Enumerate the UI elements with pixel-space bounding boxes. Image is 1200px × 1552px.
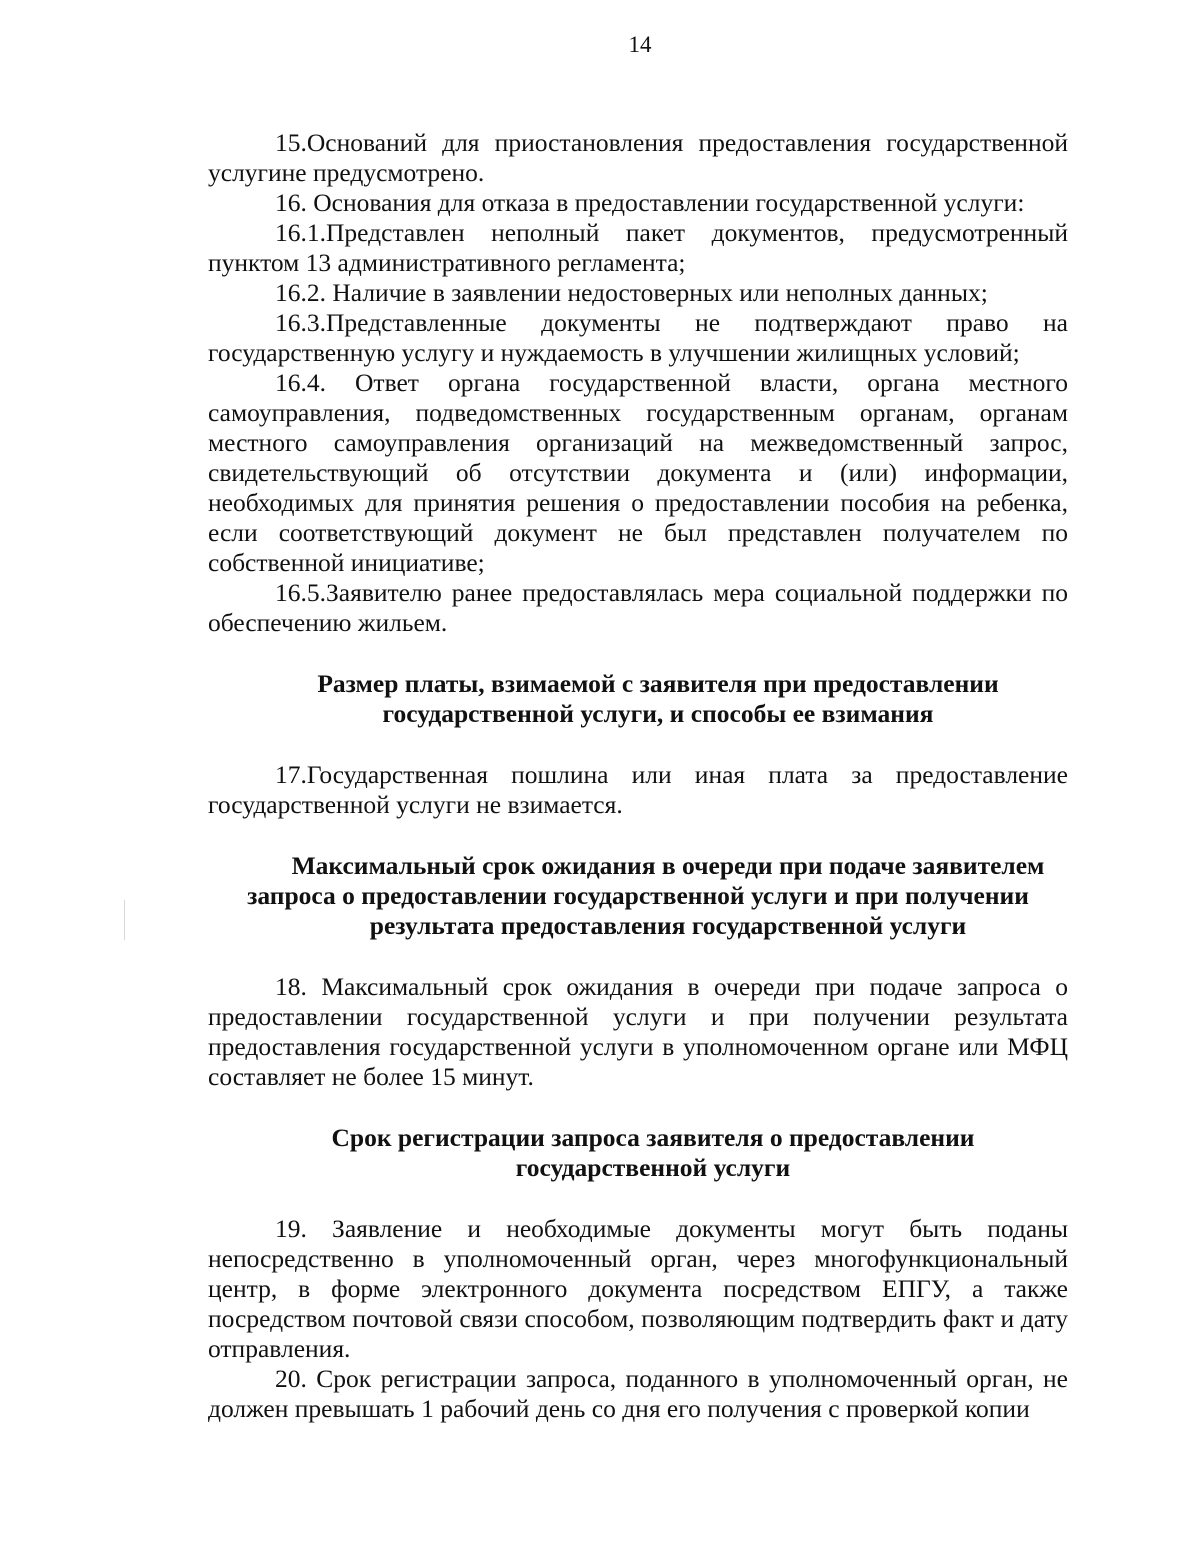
paragraph-18: 18. Максимальный срок ожидания в очереди при подаче запроса о предоставлении государственной услуги и при получении результата предоставления государственной услуги в уполномоченном органе или МФЦ составляет не более 15 минут. (208, 972, 1068, 1091)
section-heading-fee (208, 669, 1068, 729)
section-heading-fee-line-2: государственной услуги, и способы ее взимания (382, 699, 934, 728)
section-heading-queue-line-3: результата предоставления государственной услуги (369, 911, 967, 940)
paragraph-16-2: 16.2. Наличие в заявлении недостоверных или неполных данных; (275, 278, 988, 307)
section-heading-queue-line-2: запроса о предоставлении государственной услуги и при получении (247, 881, 1029, 910)
paragraph-15: 15.Оснований для приостановления предоставления государственной услугине предусмотрено. (208, 128, 1068, 187)
paragraph-16: 16. Основания для отказа в предоставлении государственной услуги: (275, 188, 1025, 217)
document-body (208, 128, 1068, 1424)
section-heading-queue-line-1: Максимальный срок ожидания в очереди при подаче заявителем (291, 851, 1045, 880)
paragraph-16-4: 16.4. Ответ органа государственной власти, органа местного самоуправления, подведомственных государственным органам, органам местного самоуправления организаций на межведомственный запрос, свидетельствующий об отсутствии документа и (или) информации, необходимых для принятия решения о предоставлении пособия на ребенка, если соответствующий документ не был представлен получателем по собственной инициативе; (208, 368, 1068, 577)
paragraph-17: 17.Государственная пошлина или иная плата за предоставление государственной услуги не взимается. (208, 760, 1068, 819)
paragraph-20: 20. Срок регистрации запроса, поданного в уполномоченный орган, не должен превышать 1 рабочий день со дня его получения с проверкой копии (208, 1364, 1068, 1423)
paragraph-16-3: 16.3.Представленные документы не подтверждают право на государственную услугу и нуждаемость в улучшении жилищных условий; (208, 308, 1068, 367)
section-heading-fee-line-1: Размер платы, взимаемой с заявителя при предоставлении (317, 669, 999, 698)
section-heading-registration (208, 1123, 1068, 1183)
scan-margin-mark (124, 900, 125, 940)
section-heading-registration-line-1: Срок регистрации запроса заявителя о предоставлении (331, 1123, 975, 1152)
paragraph-16-5: 16.5.Заявителю ранее предоставлялась мера социальной поддержки по обеспечению жильем. (208, 578, 1068, 637)
section-heading-queue (208, 851, 1068, 941)
paragraph-19: 19. Заявление и необходимые документы могут быть поданы непосредственно в уполномоченный орган, через многофункциональный центр, в форме электронного документа посредством ЕПГУ, а также посредством почтовой связи способом, позволяющим подтвердить факт и дату отправления. (208, 1214, 1068, 1363)
page-number: 14 (628, 32, 652, 57)
paragraph-16-1: 16.1.Представлен неполный пакет документов, предусмотренный пунктом 13 административного регламента; (208, 218, 1068, 277)
section-heading-registration-line-2: государственной услуги (515, 1153, 791, 1182)
